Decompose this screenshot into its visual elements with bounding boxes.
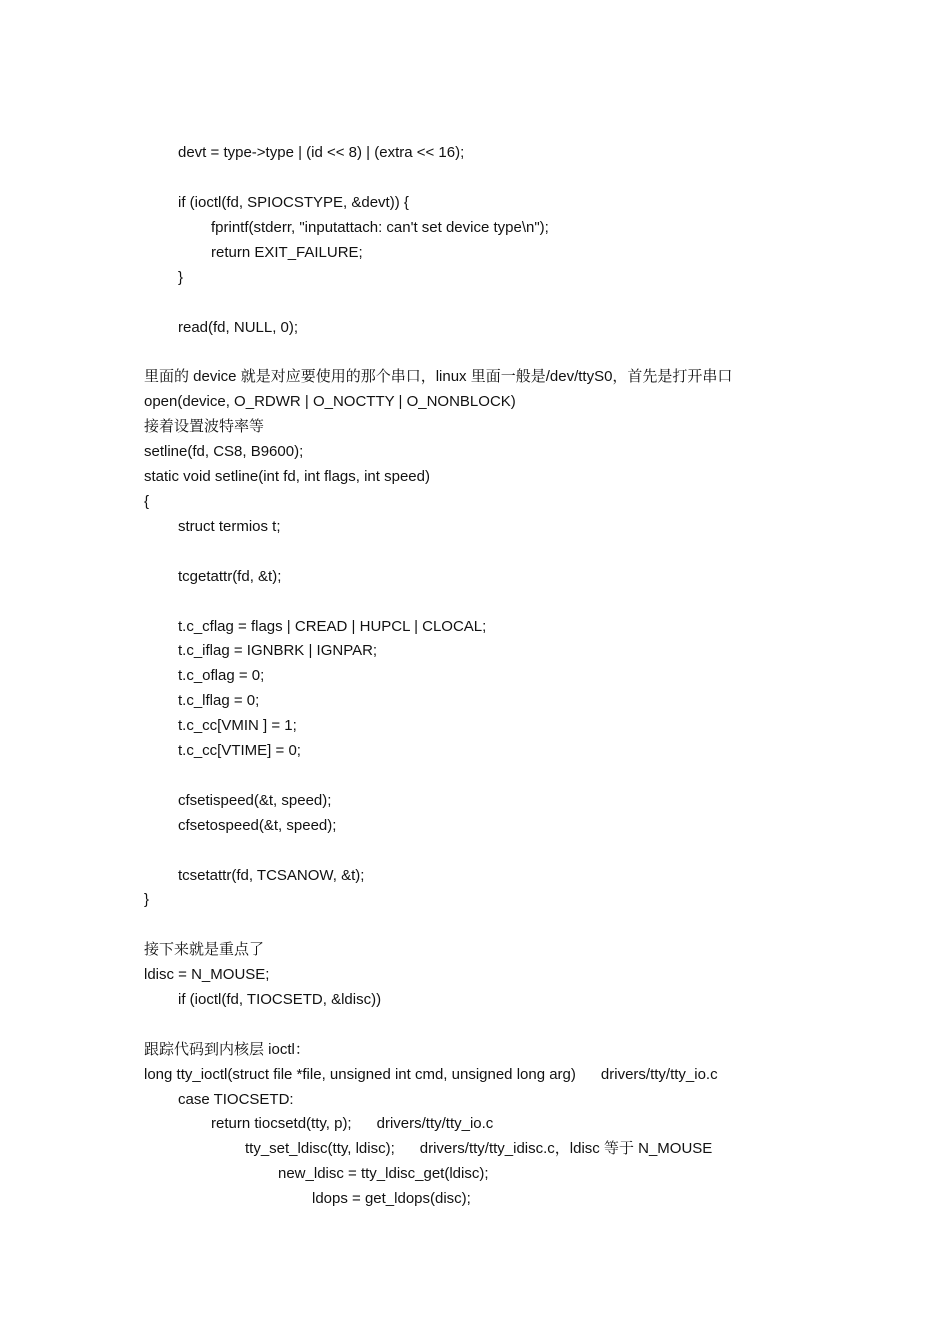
file-path-note: drivers/tty/tty_io.c <box>600 1066 718 1083</box>
text-paragraph: 里面的 device 就是对应要使用的那个串口，linux 里面一般是/dev/ttyS0，首先是打开串口 <box>144 368 733 385</box>
code-text: return tiocsetd(tty, p); <box>211 1115 352 1132</box>
text-paragraph: 跟踪代码到内核层 ioctl： <box>144 1041 310 1058</box>
code-line <box>211 1114 493 1134</box>
text-paragraph: 接着设置波特率等 <box>144 418 265 435</box>
code-line: } <box>144 891 150 908</box>
code-line: devt = type->type | (id << 8) | (extra << 16); <box>178 144 465 161</box>
code-line <box>144 1065 718 1085</box>
code-line: setline(fd, CS8, B9600); <box>144 443 304 460</box>
code-line: open(device, O_RDWR | O_NOCTTY | O_NONBLOCK) <box>144 393 516 410</box>
file-path-note: drivers/tty/tty_idisc.c，ldisc 等于 N_MOUSE <box>419 1140 713 1157</box>
code-line <box>245 1139 712 1159</box>
code-text: long tty_ioctl(struct file *file, unsigned int cmd, unsigned long arg) <box>144 1066 576 1083</box>
code-line: t.c_cc[VTIME] = 0; <box>178 742 301 759</box>
code-line: if (ioctl(fd, SPIOCSTYPE, &devt)) { <box>178 194 409 211</box>
code-line: t.c_cc[VMIN ] = 1; <box>178 717 297 734</box>
text-paragraph: 接下来就是重点了 <box>144 941 265 958</box>
code-line: read(fd, NULL, 0); <box>178 319 299 336</box>
code-line: ldops = get_ldops(disc); <box>312 1190 471 1207</box>
code-line: cfsetospeed(&t, speed); <box>178 817 337 834</box>
code-line: { <box>144 493 150 510</box>
code-line: tcgetattr(fd, &t); <box>178 568 282 585</box>
code-line: if (ioctl(fd, TIOCSETD, &ldisc)) <box>178 991 382 1008</box>
code-line: } <box>178 269 184 286</box>
code-line: t.c_oflag = 0; <box>178 667 265 684</box>
code-line: fprintf(stderr, "inputattach: can't set device type\n"); <box>211 219 549 236</box>
code-line: tcsetattr(fd, TCSANOW, &t); <box>178 867 365 884</box>
code-line: case TIOCSETD: <box>178 1091 294 1108</box>
file-path-note: drivers/tty/tty_io.c <box>376 1115 494 1132</box>
code-line: t.c_lflag = 0; <box>178 692 260 709</box>
code-line: t.c_iflag = IGNBRK | IGNPAR; <box>178 642 378 659</box>
code-text: tty_set_ldisc(tty, ldisc); <box>245 1140 395 1157</box>
code-line: struct termios t; <box>178 518 281 535</box>
code-line: return EXIT_FAILURE; <box>211 244 363 261</box>
code-line: new_ldisc = tty_ldisc_get(ldisc); <box>278 1165 489 1182</box>
code-line: t.c_cflag = flags | CREAD | HUPCL | CLOCAL; <box>178 618 487 635</box>
code-line: static void setline(int fd, int flags, int speed) <box>144 468 430 485</box>
code-line: cfsetispeed(&t, speed); <box>178 792 332 809</box>
code-line: ldisc = N_MOUSE; <box>144 966 270 983</box>
